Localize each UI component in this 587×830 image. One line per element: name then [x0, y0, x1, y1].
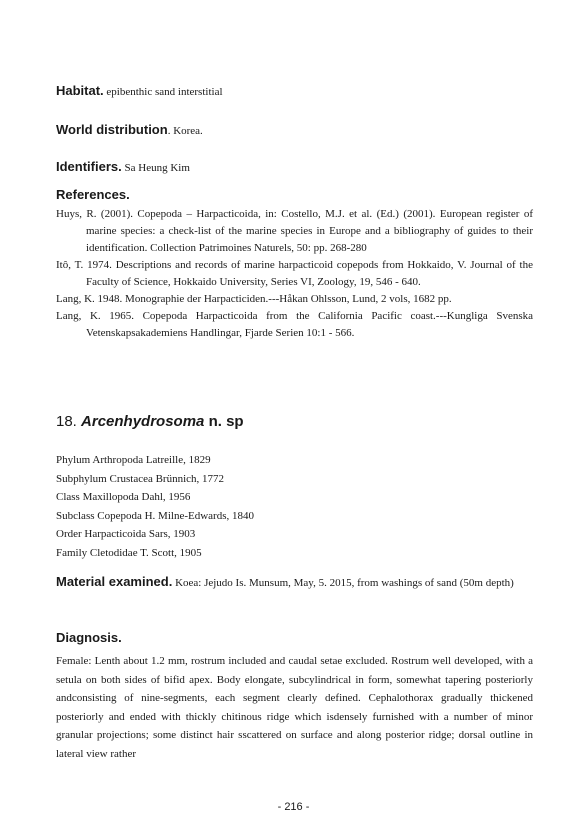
reference-item: Lang, K. 1965. Copepoda Harpacticoida from the California Pacific coast.---Kungliga Svenska Vetenskapsakademiens Handlingar, Fjarde Serien 10:1 - 566.	[56, 310, 533, 339]
taxonomy-item: Class Maxillopoda Dahl, 1956	[56, 491, 191, 504]
distribution-value: . Korea.	[167, 125, 203, 137]
identifiers-label: Identifiers.	[56, 159, 122, 174]
reference-item: Huys, R. (2001). Copepoda – Harpacticoida, in: Costello, M.J. et al. (Ed.) (2001). European register of marine species: a check-list of the marine species in Europe and a bibliography of guides to their identification. Collection Patrimoines Naturels, 50: pp. 268-280	[56, 208, 533, 254]
species-suffix: n. sp	[208, 413, 244, 430]
material-value: Koea: Jejudo Is. Munsum, May, 5. 2015, from washings of sand (50m depth)	[175, 577, 514, 589]
species-number: 18.	[56, 413, 77, 430]
taxonomy-item: Phylum Arthropoda Latreille, 1829	[56, 454, 211, 466]
material-label: Material examined.	[56, 574, 173, 589]
identifiers-value: Sa Heung Kim	[124, 162, 190, 174]
taxonomy-item: Order Harpacticoida Sars, 1903	[56, 528, 196, 541]
references-list	[56, 206, 533, 342]
distribution-section	[56, 122, 203, 137]
page-number: - 216 -	[277, 801, 310, 813]
species-genus: Arcenhydrosoma	[81, 413, 205, 430]
material-section	[56, 571, 533, 594]
taxonomy-item: Subclass Copepoda H. Milne-Edwards, 1840	[56, 509, 254, 522]
diagnosis-heading: Diagnosis.	[56, 630, 122, 645]
habitat-section	[56, 83, 223, 98]
habitat-label: Habitat.	[56, 83, 104, 98]
habitat-value: epibenthic sand interstitial	[106, 86, 223, 98]
references-heading: References.	[56, 187, 130, 202]
species-title	[56, 413, 244, 430]
reference-item: Lang, K. 1948. Monographie der Harpacticiden.---Håkan Ohlsson, Lund, 2 vols, 1682 pp.	[56, 293, 452, 305]
reference-item: Itô, T. 1974. Descriptions and records of marine harpacticoid copepods from Hokkaido, V. Journal of the Faculty of Science, Hokkaido University, Series VI, Zoology, 19, 546 - 640.	[56, 259, 533, 288]
distribution-label: World distribution	[56, 122, 168, 137]
diagnosis-text: Female: Lenth about 1.2 mm, rostrum included and caudal setae excluded. Rostrum well developed, with a setula on both sides of bifid apex. Body elongate, subcylindrical in form, somewhat tapering posteriorly andconsisting of nine-segments, each segment clearly defined. Cephalothorax gradually thickened posteriorly and ended with thickly chitinous ridge which isdensely furnished with a number of minor granular projections; some distinct hair sscattered on surface and along posterior ridge; dorsal outline in lateral view rather	[56, 655, 533, 760]
taxonomy-item: Family Cletodidae T. Scott, 1905	[56, 546, 202, 559]
taxonomy-list	[56, 451, 254, 563]
taxonomy-item: Subphylum Crustacea Brünnich, 1772	[56, 472, 225, 485]
identifiers-section	[56, 159, 190, 174]
